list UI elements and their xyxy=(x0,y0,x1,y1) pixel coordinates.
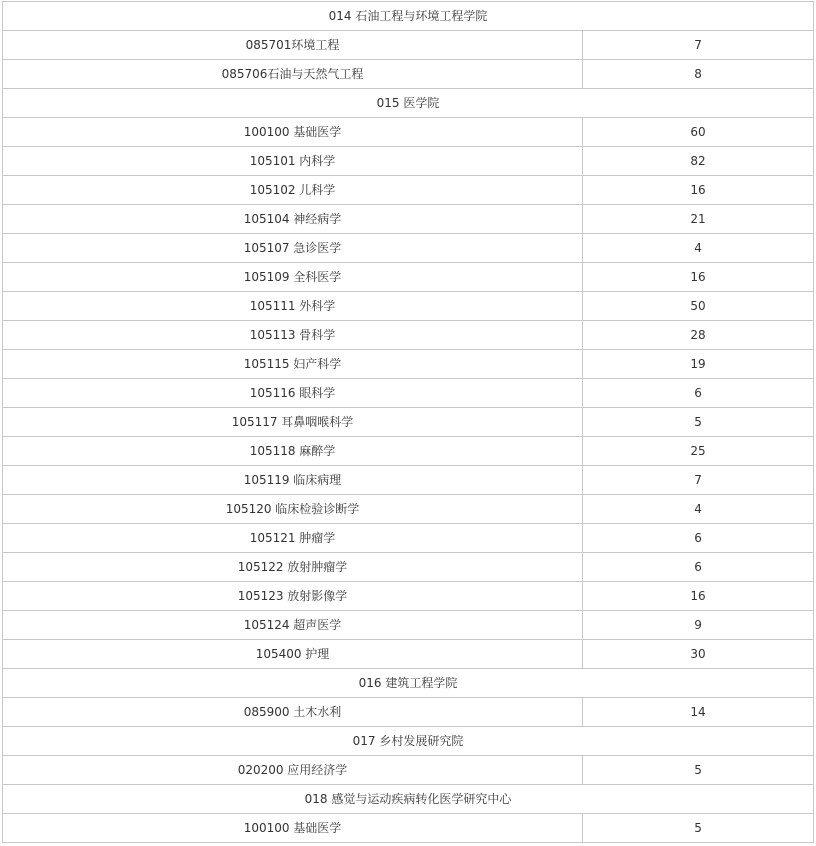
major-cell: 020200 应用经济学 xyxy=(3,756,583,785)
count-cell: 16 xyxy=(583,176,814,205)
major-cell: 105118 麻醉学 xyxy=(3,437,583,466)
table-row xyxy=(3,31,814,60)
major-cell: 105119 临床病理 xyxy=(3,466,583,495)
section-header: 018 感觉与运动疾病转化医学研究中心 xyxy=(3,785,814,814)
count-cell: 8 xyxy=(583,60,814,89)
count-cell: 30 xyxy=(583,640,814,669)
major-cell: 085900 土木水利 xyxy=(3,698,583,727)
section-header-row xyxy=(3,89,814,118)
major-cell: 085701环境工程 xyxy=(3,31,583,60)
table-row xyxy=(3,263,814,292)
table-row xyxy=(3,379,814,408)
major-cell: 105101 内科学 xyxy=(3,147,583,176)
table-row xyxy=(3,205,814,234)
count-cell: 50 xyxy=(583,292,814,321)
table-row xyxy=(3,60,814,89)
major-cell: 105122 放射肿瘤学 xyxy=(3,553,583,582)
major-cell: 105120 临床检验诊断学 xyxy=(3,495,583,524)
count-cell: 14 xyxy=(583,698,814,727)
major-cell: 105124 超声医学 xyxy=(3,611,583,640)
count-cell: 6 xyxy=(583,379,814,408)
major-cell: 105116 眼科学 xyxy=(3,379,583,408)
section-header: 015 医学院 xyxy=(3,89,814,118)
count-cell: 16 xyxy=(583,582,814,611)
table-row xyxy=(3,118,814,147)
count-cell: 6 xyxy=(583,553,814,582)
count-cell: 4 xyxy=(583,234,814,263)
table-row xyxy=(3,466,814,495)
count-cell: 5 xyxy=(583,814,814,843)
count-cell: 19 xyxy=(583,350,814,379)
count-cell: 5 xyxy=(583,408,814,437)
count-cell: 6 xyxy=(583,524,814,553)
major-cell: 105400 护理 xyxy=(3,640,583,669)
table-row xyxy=(3,495,814,524)
table-row xyxy=(3,350,814,379)
table-row xyxy=(3,553,814,582)
table-body xyxy=(3,2,814,843)
table-row xyxy=(3,814,814,843)
table-row xyxy=(3,524,814,553)
section-header: 016 建筑工程学院 xyxy=(3,669,814,698)
major-cell: 105121 肿瘤学 xyxy=(3,524,583,553)
count-cell: 16 xyxy=(583,263,814,292)
table-row xyxy=(3,321,814,350)
table-row xyxy=(3,408,814,437)
count-cell: 7 xyxy=(583,31,814,60)
table-row xyxy=(3,611,814,640)
section-header-row xyxy=(3,669,814,698)
major-cell: 105117 耳鼻咽喉科学 xyxy=(3,408,583,437)
count-cell: 9 xyxy=(583,611,814,640)
major-cell: 105102 儿科学 xyxy=(3,176,583,205)
section-header-row xyxy=(3,727,814,756)
count-cell: 4 xyxy=(583,495,814,524)
count-cell: 21 xyxy=(583,205,814,234)
count-cell: 28 xyxy=(583,321,814,350)
table-row xyxy=(3,756,814,785)
count-cell: 60 xyxy=(583,118,814,147)
section-header-row xyxy=(3,785,814,814)
table-row xyxy=(3,640,814,669)
admissions-table xyxy=(2,1,814,843)
section-header: 014 石油工程与环境工程学院 xyxy=(3,2,814,31)
table-row xyxy=(3,582,814,611)
major-cell: 105113 骨科学 xyxy=(3,321,583,350)
major-cell: 105123 放射影像学 xyxy=(3,582,583,611)
major-cell: 105107 急诊医学 xyxy=(3,234,583,263)
major-cell: 100100 基础医学 xyxy=(3,814,583,843)
table-row xyxy=(3,176,814,205)
major-cell: 100100 基础医学 xyxy=(3,118,583,147)
count-cell: 82 xyxy=(583,147,814,176)
table-row xyxy=(3,292,814,321)
major-cell: 105104 神经病学 xyxy=(3,205,583,234)
count-cell: 7 xyxy=(583,466,814,495)
section-header-row xyxy=(3,2,814,31)
major-cell: 105111 外科学 xyxy=(3,292,583,321)
table-row xyxy=(3,147,814,176)
table-row xyxy=(3,234,814,263)
count-cell: 25 xyxy=(583,437,814,466)
table-row xyxy=(3,698,814,727)
major-cell: 105115 妇产科学 xyxy=(3,350,583,379)
section-header: 017 乡村发展研究院 xyxy=(3,727,814,756)
major-cell: 085706石油与天然气工程 xyxy=(3,60,583,89)
count-cell: 5 xyxy=(583,756,814,785)
major-cell: 105109 全科医学 xyxy=(3,263,583,292)
table-row xyxy=(3,437,814,466)
